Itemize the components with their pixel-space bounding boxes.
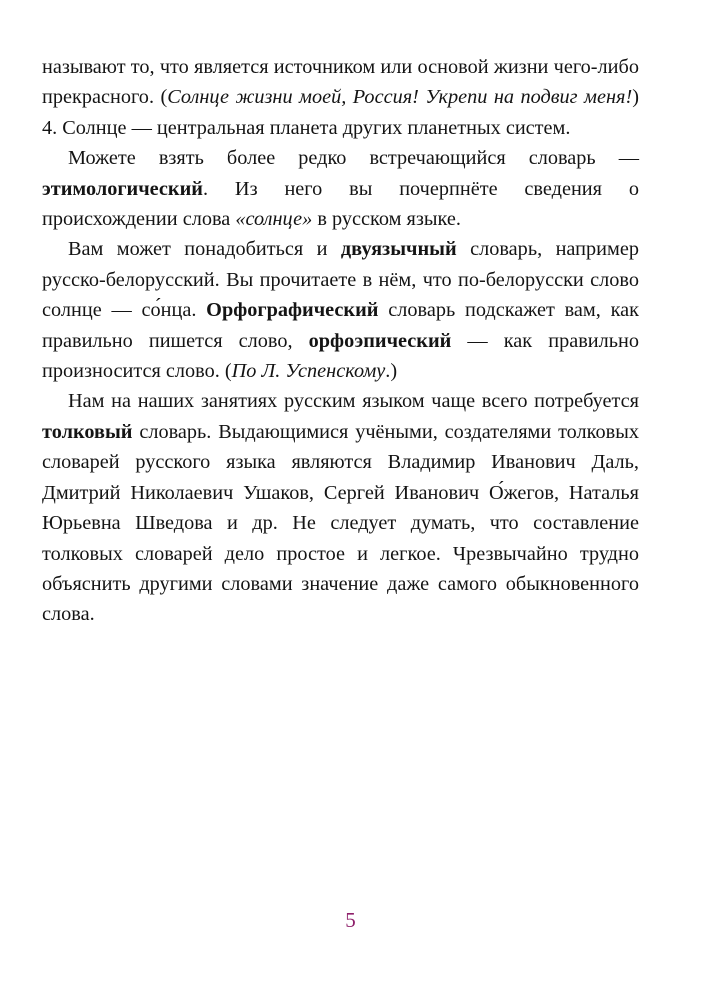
text-run-italic: Солнце жизни моей, Россия! Укрепи на подвиг меня!	[167, 86, 633, 109]
paragraph-4	[42, 386, 639, 629]
text-run-bold: толковый	[42, 420, 133, 443]
text-run: . Из него вы почерпнёте сведения о происхождении слова	[42, 177, 639, 231]
text-run: словарь подскажет вам, как правильно пишется слово,	[42, 299, 639, 352]
text-run: Можете взять более редко встречающийся словарь —	[68, 147, 639, 170]
paragraph-3	[42, 234, 639, 386]
paragraph-1	[42, 52, 639, 143]
text-run-bold: Орфографический	[206, 299, 379, 322]
text-run: .)	[385, 360, 398, 383]
text-run: ) 4. Солнце — центральная планета других планетных систем.	[42, 86, 639, 139]
text-run-italic: «солнце»	[235, 208, 313, 231]
text-run-bold: орфоэпический	[308, 329, 452, 352]
page-number: 5	[345, 908, 356, 932]
page-body-text	[42, 52, 639, 630]
text-run: Нам на наших занятиях русским языком чаще всего потребуется	[68, 390, 639, 413]
text-run-bold: этимологический	[42, 177, 203, 200]
text-run: называют то, что является источником или основой жизни чего-либо прекрасного. (	[42, 56, 639, 109]
text-run: словарь, например русско-белорусский. Вы прочитаете в нём, что по-белорусски слово солнце — со́нца.	[42, 238, 639, 322]
text-run: в русском языке.	[312, 208, 461, 231]
text-run-italic: По Л. Успенскому	[231, 360, 386, 383]
text-run: словарь. Выдающимися учёными, создателями толковых словарей русского языка являются Владимир Иванович Даль, Дмитрий Николаевич Ушаков, Сергей Иванович О́жегов, Наталья Юрьевна Шведова и др. Не следует думать, что составление толковых словарей дело простое и легкое. Чрезвычайно трудно объяснить другими словами значение даже самого обыкновенного слова.	[42, 420, 639, 626]
text-run: Вам может понадобиться и	[68, 238, 341, 261]
paragraph-2	[42, 143, 639, 234]
text-run: — как правильно произносится слово. (	[42, 329, 640, 383]
text-run-bold: двуязычный	[340, 238, 457, 261]
